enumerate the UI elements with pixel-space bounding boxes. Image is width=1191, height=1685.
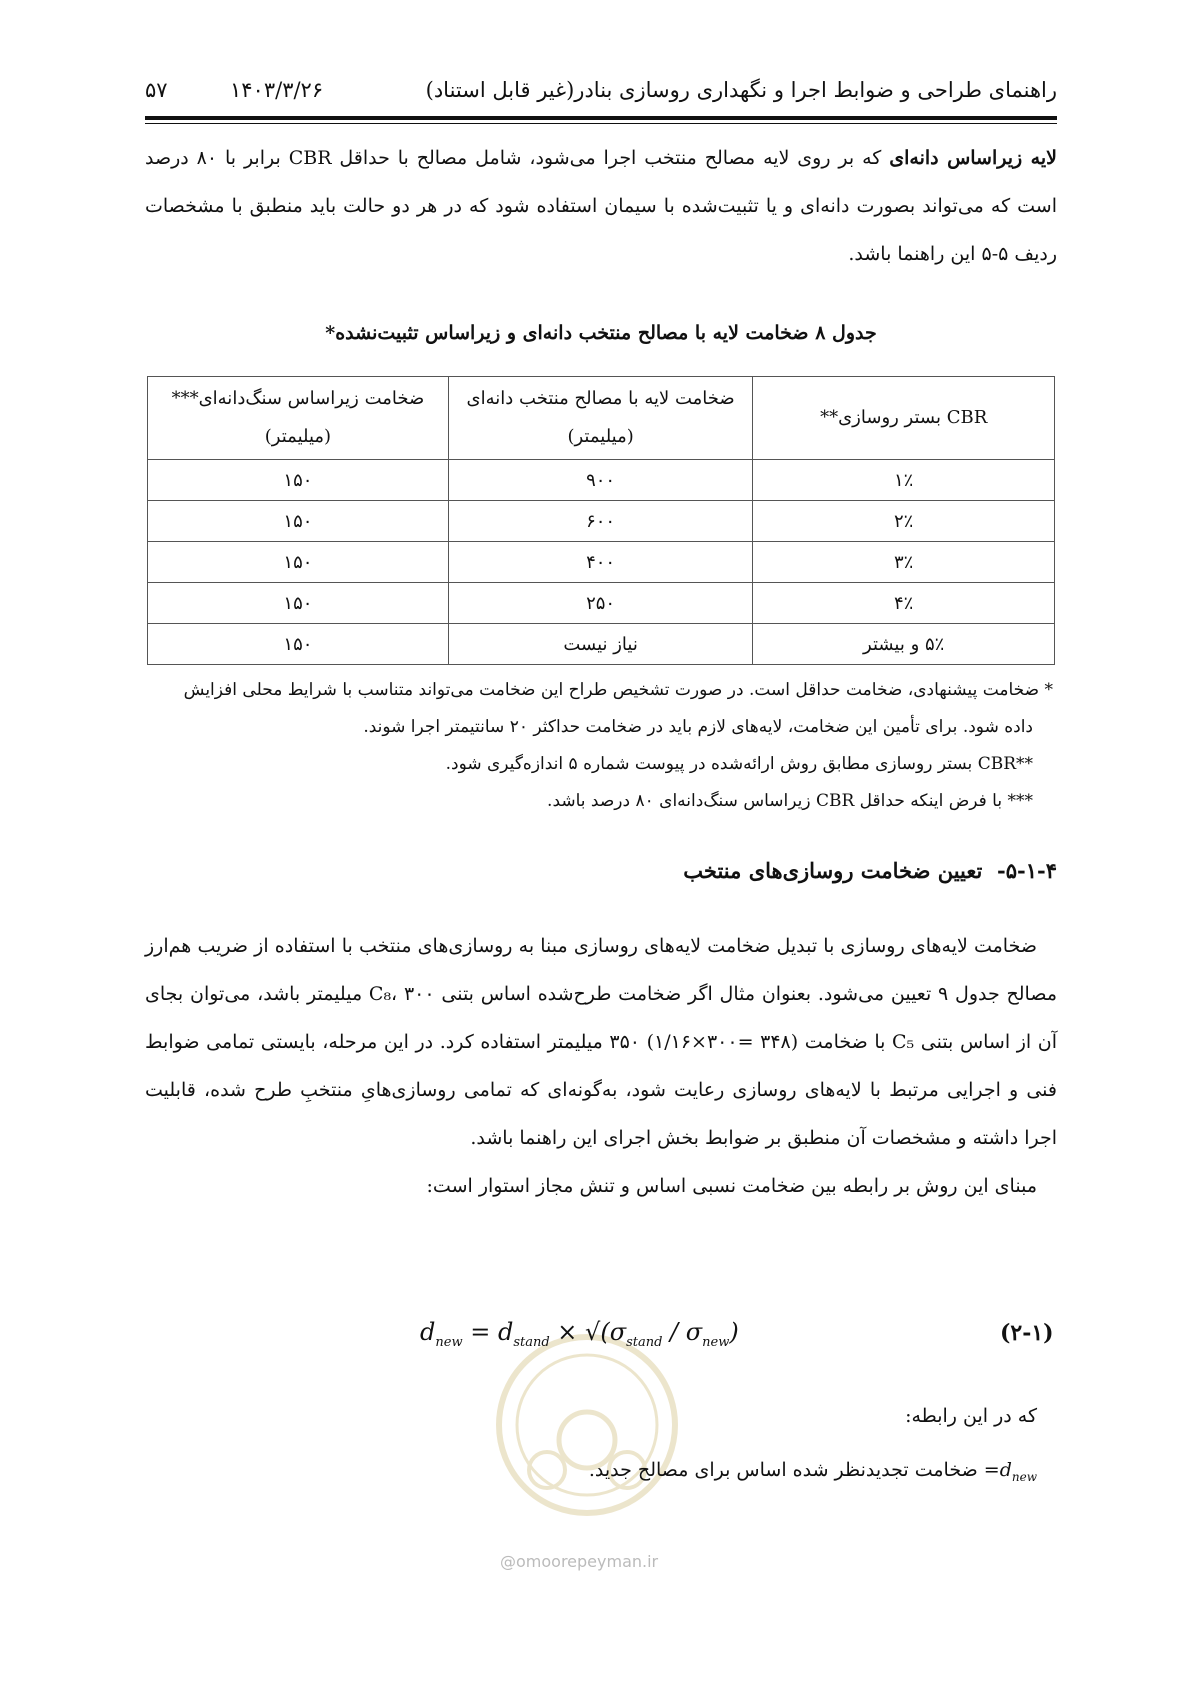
section-title: تعیین ضخامت روسازی‌های منتخب [683, 858, 983, 883]
table-cell: ۱۵۰ [148, 624, 449, 665]
table-row [148, 501, 1055, 542]
table-note: داده شود. برای تأمین این ضخامت، لایه‌های لازم باید در ضخامت حداکثر ۲۰ سانتیمتر اجرا شوند. [363, 717, 1033, 737]
header-rule-thin [145, 123, 1057, 124]
variable-symbol: $d_{new}$ [999, 1459, 1037, 1484]
table-cell: ۶۰۰ [448, 501, 753, 542]
header-rule-thick [145, 116, 1057, 120]
table-header-cell: CBR بستر روسازی** [753, 377, 1055, 460]
equation-subscript: stand [513, 1334, 550, 1350]
variable-description: = ضخامت تجدیدنظر شده اساس برای مصالح جدید. [588, 1459, 1000, 1481]
equation [420, 1318, 739, 1350]
equation-operator: / σ [662, 1318, 703, 1346]
page-header [145, 78, 1057, 112]
equation-number: (۲-۱) [1000, 1320, 1054, 1346]
equation-subscript: stand [626, 1334, 663, 1350]
header-title: راهنمای طراحی و ضوابط اجرا و نگهداری روسازی بنادر(غیر قابل استناد) [425, 78, 1057, 102]
variable-definition [145, 1446, 1057, 1501]
table-cell: ۴۰۰ [448, 542, 753, 583]
equation-operator: = [462, 1318, 498, 1346]
intro-text: که بر روی لایه مصالح منتخب اجرا می‌شود، شامل مصالح با حداقل CBR برابر با ۸۰ درصد است که می‌تواند بصورت دانه‌ای و یا تثبیت‌شده با سیمان استفاده شود که در هر دو حالت باید منطبق با مشخصات ردیف ۵-۵ این راهنما باشد. [145, 147, 1057, 265]
table-cell: ۹۰۰ [448, 460, 753, 501]
equation-subscript: new [435, 1334, 463, 1350]
section-heading [145, 858, 1057, 883]
intro-paragraph [145, 134, 1057, 278]
body-paragraph: مبنای این روش بر رابطه بین ضخامت نسبی اساس و تنش مجاز استوار است: [426, 1175, 1037, 1197]
table-cell: نیاز نیست [448, 624, 753, 665]
table-caption: جدول ۸ ضخامت لایه با مصالح منتخب دانه‌ای و زیراساس تثبیت‌نشده* [325, 322, 877, 344]
equation-operator: × √(σ [549, 1318, 627, 1346]
equation-symbol: d [497, 1318, 514, 1346]
thickness-table [147, 376, 1055, 665]
table-cell: ۳٪ [753, 542, 1055, 583]
page-number: ۵۷ [145, 78, 168, 102]
table-row [148, 542, 1055, 583]
table-note: **CBR بستر روسازی مطابق روش ارائه‌شده در پیوست شماره ۵ اندازه‌گیری شود. [445, 754, 1033, 774]
table-cell: ۱۵۰ [148, 583, 449, 624]
table-row [148, 460, 1055, 501]
table-cell: ۲۵۰ [448, 583, 753, 624]
table-row [148, 583, 1055, 624]
equation-symbol: d [420, 1318, 436, 1346]
table-note: * ضخامت پیشنهادی، ضخامت حداقل است. در صورت تشخیص طراح این ضخامت می‌تواند متناسب با شرایط محلی افزایش [183, 680, 1053, 700]
table-note: *** با فرض اینکه حداقل CBR زیراساس سنگ‌دانه‌ای ۸۰ درصد باشد. [547, 791, 1033, 811]
body-paragraph: ضخامت لایه‌های روسازی با تبدیل ضخامت لایه‌های روسازی مبنا به روسازی‌های منتخب با استفاده از ضریب هم‌ارز مصالح جدول ۹ تعیین می‌شود. بعنوان مثال اگر ضخامت طرح‌شده اساس بتنی C₈، ۳۰۰ میلیمتر باشد، می‌توان بجای آن از اساس بتنی C₅ با ضخامت (۳۴۸ =۳۰۰×۱/۱۶) ۳۵۰ میلیمتر استفاده کرد. در این مرحله، بایستی تمامی ضوابط فنی و اجرایی مرتبط با لایه‌های روسازی رعایت شود، به‌گونه‌ای که تمامی روسازی‌هایِ منتخبِ طرح شده، قابلیت اجرا داشته و مشخصات آن منطبق بر ضوابط بخش اجرای این راهنما باشد. [145, 935, 1057, 1149]
table-cell: ۱۵۰ [148, 460, 449, 501]
table-cell: ۵٪ و بیشتر [753, 624, 1055, 665]
table-row [148, 624, 1055, 665]
body-paragraph: که در این رابطه: [905, 1405, 1037, 1427]
intro-bold-lead: لایه زیراساس دانه‌ای [889, 147, 1057, 169]
table-cell: ۲٪ [753, 501, 1055, 542]
equation-subscript: new [702, 1334, 730, 1350]
equation-operator: ) [729, 1318, 739, 1346]
table-header-row [148, 377, 1055, 460]
table-header-cell: ضخامت زیراساس سنگ‌دانه‌ای*** (میلیمتر) [148, 377, 449, 460]
table-cell: ۴٪ [753, 583, 1055, 624]
table-notes [145, 672, 1053, 820]
table-cell: ۱٪ [753, 460, 1055, 501]
table-cell: ۱۵۰ [148, 542, 449, 583]
table-header-cell: ضخامت لایه با مصالح منتخب دانه‌ای (میلیمتر) [448, 377, 753, 460]
table-cell: ۱۵۰ [148, 501, 449, 542]
header-date: ۱۴۰۳/۳/۲۶ [230, 78, 324, 102]
section-number: ۵-۱-۴- [997, 858, 1057, 883]
watermark-text: @omoorepeyman.ir [500, 1552, 659, 1571]
